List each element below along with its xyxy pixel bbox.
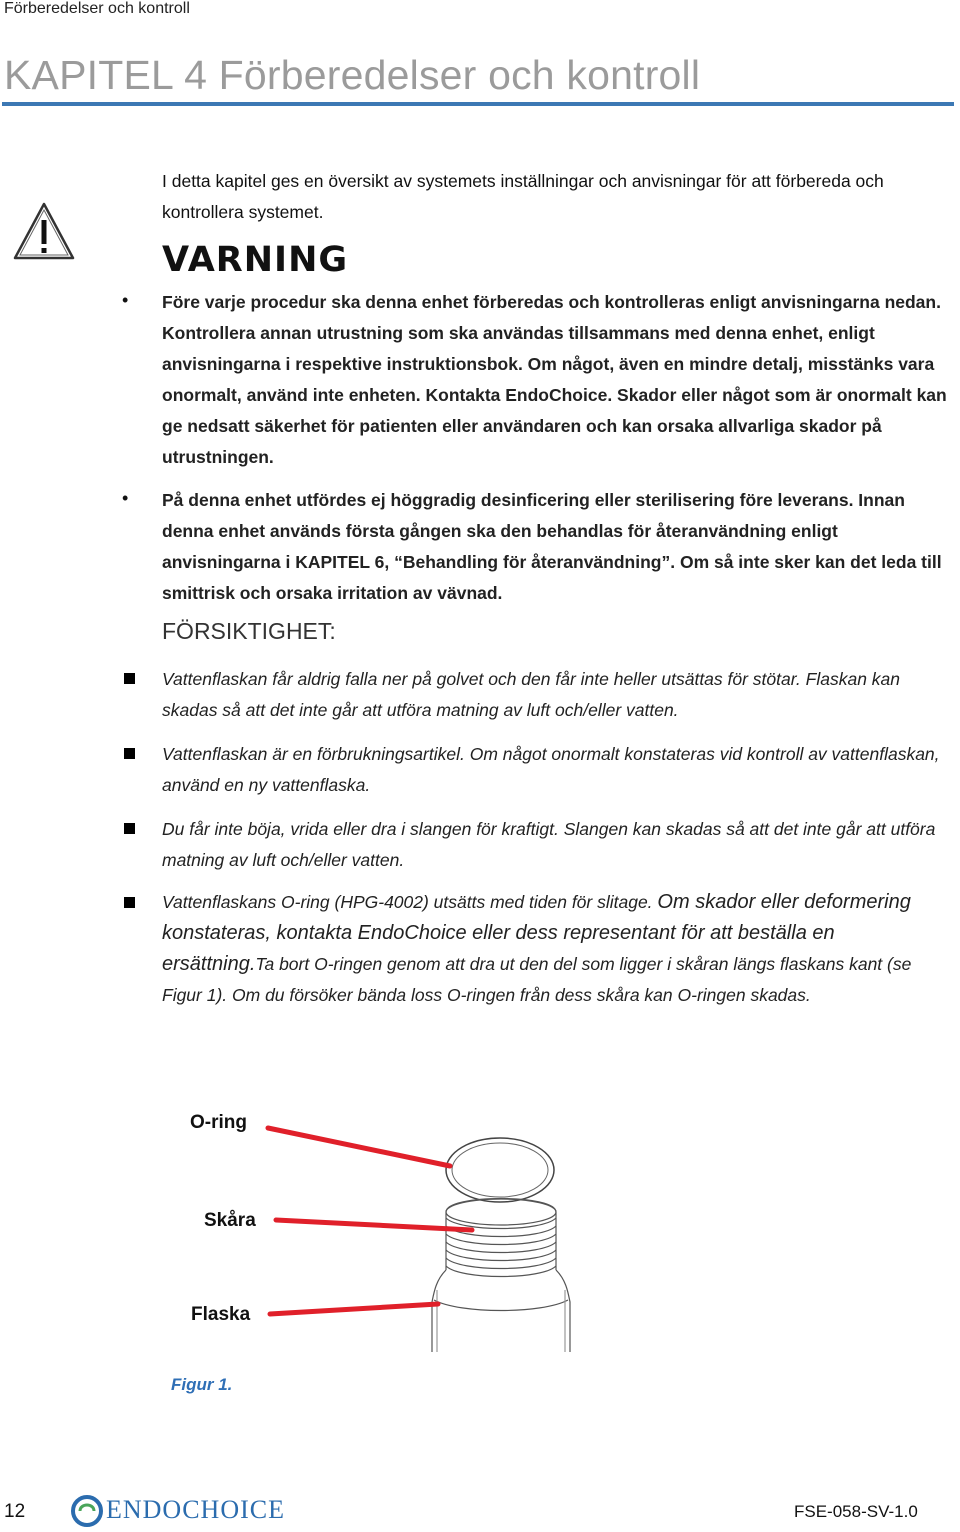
bottle-neck (446, 1199, 556, 1277)
caution-item-4-part1: Vattenflaskans O-ring (HPG-4002) utsätts med tiden för slitage. (162, 892, 658, 912)
bullet-dot: • (122, 488, 129, 508)
figure-caption: Figur 1. (171, 1375, 233, 1394)
endochoice-logo-text: ENDOCHOICE (106, 1495, 285, 1524)
caution-item-1: Vattenflaskan får aldrig falla ner på golvet och den får inte heller utsättas för stötar. Flaskan kan skadas så att det inte går att utföra matning av luft och/eller vatten. (162, 669, 900, 720)
bottle-illustration (260, 1120, 590, 1360)
running-head: Förberedelser och kontroll (4, 0, 190, 17)
page-number: 12 (4, 1501, 26, 1522)
square-bullet (124, 748, 135, 759)
caution-item-3: Du får inte böja, vrida eller dra i slangen för kraftigt. Slangen kan skadas så att det inte går att utföra matning av luft och/eller vatten. (162, 819, 936, 870)
endochoice-logo-mark-icon (70, 1494, 104, 1528)
square-bullet (124, 673, 135, 684)
chapter-title: KAPITEL 4 Förberedelser och kontroll (4, 52, 701, 98)
warning-triangle-icon (12, 200, 76, 262)
warning-title: VARNING (162, 240, 349, 280)
warning-item-1: Före varje procedur ska denna enhet förberedas och kontrolleras enligt anvisningarna nedan. Kontrollera annan utrustning som ska användas tillsammans med denna enhet, enligt anvisningarna i respektive instruktionsbok. Om något, även en mindre detalj, misstänks vara onormalt, använd inte enheten. Kontakta EndoChoice. Skador eller något som är onormalt kan ge nedsatt säkerhet för patienten eller användaren och kan orsaka allvarliga skador på utrustningen. (162, 292, 947, 467)
caution-item-4-part3: Ta bort O-ringen genom att dra ut den del som ligger i skåran längs flaskans kant (se Figur 1). Om du försöker bända loss O-ringen från dess skåra kan O-ringen skadas. (162, 954, 912, 1005)
pointer-line-bottle (270, 1304, 438, 1314)
bottle-body (432, 1270, 570, 1352)
figure-label-groove: Skåra (204, 1210, 256, 1231)
document-code: FSE-058-SV-1.0 (794, 1502, 918, 1521)
bullet-dot: • (122, 290, 129, 310)
title-rule (2, 102, 954, 106)
oring-shape (446, 1138, 554, 1202)
figure-label-bottle: Flaska (191, 1304, 251, 1325)
endochoice-logo (70, 1492, 285, 1532)
caution-item-4 (162, 887, 942, 1011)
square-bullet (124, 823, 135, 834)
caution-item-4-part2: Om skador eller deformering konstateras, kontakta EndoChoice eller dess representant för att beställa en ersättning. (162, 891, 911, 975)
intro-paragraph: I detta kapitel ges en översikt av systemets inställningar och anvisningar för att förbereda och kontrollera systemet. (162, 171, 884, 222)
warning-item-2: På denna enhet utfördes ej höggradig desinficering eller sterilisering före leverans. Innan denna enhet används första gången ska den behandlas för återanvändning enligt anvisningarna i KAPITEL 6, “Behandling för återanvändning”. Om så inte sker kan det leda till smittrisk och orsaka irritation av vävnad. (162, 490, 942, 603)
pointer-line-groove (276, 1220, 472, 1230)
figure-label-oring: O-ring (190, 1112, 247, 1133)
caution-title: FÖRSIKTIGHET: (162, 618, 336, 644)
square-bullet (124, 897, 135, 908)
caution-item-2: Vattenflaskan är en förbrukningsartikel. Om något onormalt konstateras vid kontroll av vattenflaskan, använd en ny vattenflaska. (162, 744, 940, 795)
pointer-line-oring (268, 1128, 450, 1166)
